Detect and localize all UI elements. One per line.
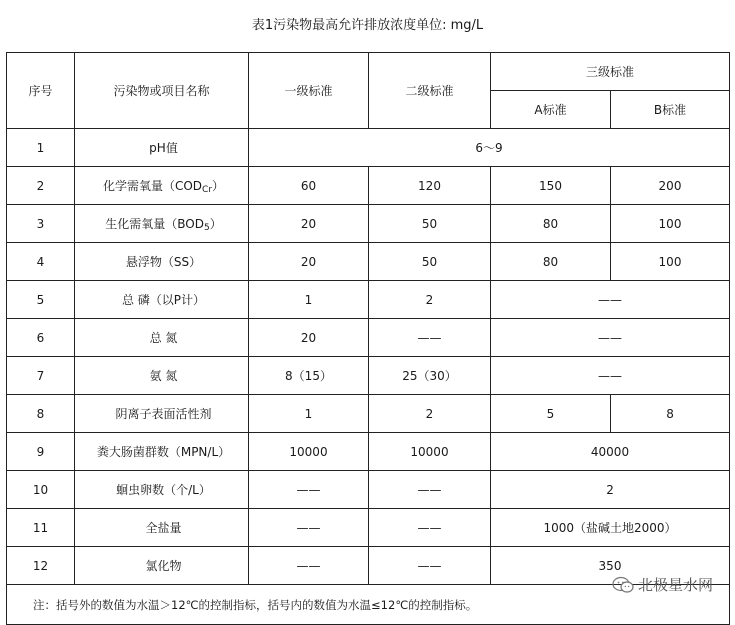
cell-name: pH值	[75, 129, 249, 167]
name-text: 生化需氧量（BOD	[105, 216, 204, 231]
standards-table	[6, 52, 730, 625]
watermark	[612, 574, 713, 595]
cell-level3a: 80	[491, 243, 611, 281]
cell-name: 总 磷（以P计）	[75, 281, 249, 319]
header-level3a: A标准	[491, 91, 611, 129]
table-row	[7, 433, 730, 471]
table-row	[7, 205, 730, 243]
name-subscript: Cr	[202, 184, 213, 195]
cell-seq: 12	[7, 547, 75, 585]
cell-level3b: 8	[611, 395, 730, 433]
cell-level3b: 100	[611, 243, 730, 281]
cell-merged: 6～9	[249, 129, 730, 167]
table-row	[7, 509, 730, 547]
cell-level3b: 100	[611, 205, 730, 243]
cell-seq: 7	[7, 357, 75, 395]
cell-seq: 9	[7, 433, 75, 471]
header-level3b: B标准	[611, 91, 730, 129]
cell-name: 总 氮	[75, 319, 249, 357]
cell-level3a: 150	[491, 167, 611, 205]
cell-seq: 3	[7, 205, 75, 243]
cell-seq: 5	[7, 281, 75, 319]
cell-level1: 20	[249, 205, 369, 243]
cell-level3: ——	[491, 319, 730, 357]
name-tail: ）	[209, 216, 222, 231]
cell-seq: 1	[7, 129, 75, 167]
cell-level1: 1	[249, 395, 369, 433]
name-subscript: 5	[203, 222, 210, 233]
cell-level2: 25（30）	[369, 357, 491, 395]
cell-level1: 60	[249, 167, 369, 205]
cell-level2: 2	[369, 281, 491, 319]
table-row	[7, 281, 730, 319]
header-level2: 二级标准	[369, 53, 491, 129]
cell-name: 氯化物	[75, 547, 249, 585]
cell-level3: ——	[491, 281, 730, 319]
table-row	[7, 395, 730, 433]
watermark-text: 北极星水网	[637, 576, 713, 594]
wechat-icon	[612, 576, 634, 594]
header-seq: 序号	[7, 53, 75, 129]
cell-name: 蛔虫卵数（个/L）	[75, 471, 249, 509]
cell-level3: 350	[491, 547, 730, 585]
cell-level3: ——	[491, 357, 730, 395]
cell-name	[75, 205, 249, 243]
cell-level3: 1000（盐碱土地2000）	[491, 509, 730, 547]
cell-level3: 2	[491, 471, 730, 509]
cell-level1: 20	[249, 243, 369, 281]
cell-seq: 2	[7, 167, 75, 205]
cell-level1: 8（15）	[249, 357, 369, 395]
cell-level3b: 200	[611, 167, 730, 205]
name-tail: ）	[212, 178, 225, 193]
cell-level3: 40000	[491, 433, 730, 471]
table-note: 注：括号外的数值为水温＞12℃的控制指标，括号内的数值为水温≤12℃的控制指标。	[7, 585, 730, 625]
cell-level1: 20	[249, 319, 369, 357]
cell-level2: ——	[369, 509, 491, 547]
header-level1: 一级标准	[249, 53, 369, 129]
cell-seq: 11	[7, 509, 75, 547]
cell-level1: ——	[249, 547, 369, 585]
cell-name: 全盐量	[75, 509, 249, 547]
cell-seq: 8	[7, 395, 75, 433]
table-title: 表1污染物最高允许排放浓度单位: mg/L	[251, 18, 484, 33]
cell-level2: 10000	[369, 433, 491, 471]
cell-name	[75, 167, 249, 205]
cell-level3a: 80	[491, 205, 611, 243]
cell-level2: ——	[369, 471, 491, 509]
cell-level2: ——	[369, 547, 491, 585]
header-level3: 三级标准	[491, 53, 730, 91]
cell-level2: 120	[369, 167, 491, 205]
table-row	[7, 129, 730, 167]
cell-level2: 2	[369, 395, 491, 433]
table-row	[7, 319, 730, 357]
cell-name: 悬浮物（SS）	[75, 243, 249, 281]
table-row	[7, 357, 730, 395]
cell-level1: 1	[249, 281, 369, 319]
cell-name: 阴离子表面活性剂	[75, 395, 249, 433]
header-name: 污染物或项目名称	[75, 53, 249, 129]
cell-level1: 10000	[249, 433, 369, 471]
cell-seq: 6	[7, 319, 75, 357]
table-row	[7, 471, 730, 509]
table-row	[7, 167, 730, 205]
cell-level1: ——	[249, 471, 369, 509]
cell-seq: 4	[7, 243, 75, 281]
cell-level3a: 5	[491, 395, 611, 433]
cell-name: 氨 氮	[75, 357, 249, 395]
cell-level1: ——	[249, 509, 369, 547]
cell-name: 粪大肠菌群数（MPN/L）	[75, 433, 249, 471]
name-text: 化学需氧量（COD	[102, 178, 203, 193]
cell-level2: ——	[369, 319, 491, 357]
table-row	[7, 243, 730, 281]
cell-level2: 50	[369, 243, 491, 281]
cell-level2: 50	[369, 205, 491, 243]
cell-seq: 10	[7, 471, 75, 509]
